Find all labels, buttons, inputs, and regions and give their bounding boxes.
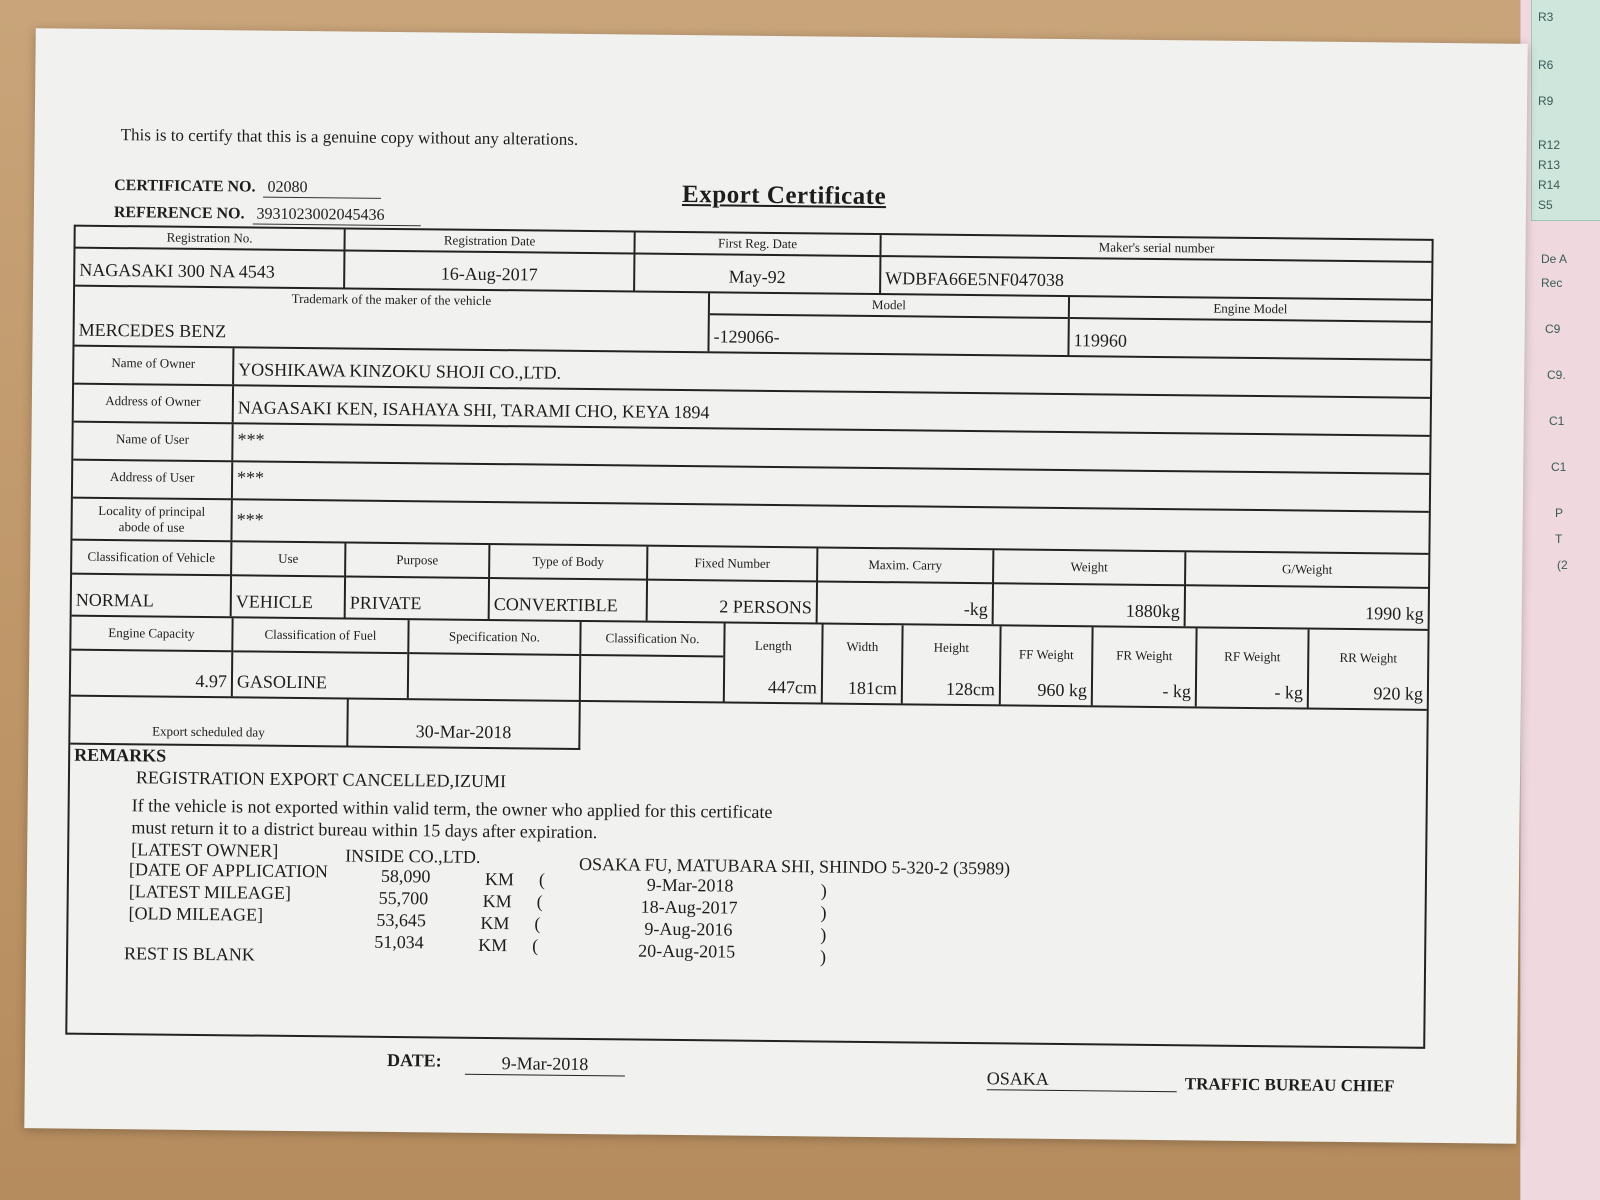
height: 128cm bbox=[945, 678, 996, 700]
use-label: Use bbox=[278, 550, 299, 566]
classification: NORMAL bbox=[75, 589, 154, 611]
side-label: De A bbox=[1541, 252, 1568, 266]
side-label: S5 bbox=[1538, 198, 1553, 212]
engine-capacity-label: Engine Capacity bbox=[108, 625, 195, 641]
mileage-km: 58,090 bbox=[380, 865, 431, 887]
engine-row bbox=[71, 617, 1428, 711]
side-label: C1 bbox=[1549, 414, 1565, 428]
user-address-label: Address of User bbox=[109, 469, 195, 485]
mileage-open: ( bbox=[536, 891, 543, 912]
registration-no-cell bbox=[75, 227, 346, 288]
locality: *** bbox=[236, 509, 264, 530]
classification-label: Classification of Vehicle bbox=[87, 548, 216, 566]
side-label: (2 bbox=[1557, 558, 1568, 572]
side-label: C9 bbox=[1545, 322, 1561, 336]
side-label: C9. bbox=[1547, 368, 1566, 382]
user-name-label: Name of User bbox=[115, 431, 190, 447]
classification-no-cell bbox=[581, 622, 726, 702]
certificate-number-line bbox=[114, 177, 382, 199]
specification-cell bbox=[409, 620, 582, 700]
registration-date: 16-Aug-2017 bbox=[440, 263, 538, 285]
mileage-km: 53,645 bbox=[376, 909, 427, 931]
footer-date-label: DATE: bbox=[386, 1049, 442, 1071]
side-label: R14 bbox=[1538, 178, 1561, 192]
export-date-row bbox=[70, 697, 580, 750]
certificate-form bbox=[65, 225, 1433, 1049]
length: 447cm bbox=[767, 676, 818, 698]
footer-date-field bbox=[465, 1053, 625, 1077]
mileage-date: 9-Mar-2018 bbox=[646, 874, 734, 896]
rf-weight-cell bbox=[1197, 628, 1310, 707]
remarks-title: REMARKS bbox=[74, 744, 167, 766]
footer-chief: TRAFFIC BUREAU CHIEF bbox=[1184, 1074, 1395, 1096]
mileage-close: ) bbox=[820, 946, 827, 967]
registration-date-cell bbox=[345, 229, 636, 290]
side-label: Rec bbox=[1541, 276, 1563, 290]
mileage-close: ) bbox=[820, 924, 827, 945]
rf-weight-label: RF Weight bbox=[1224, 648, 1281, 665]
side-label: T bbox=[1555, 532, 1563, 546]
mileage-unit: KM bbox=[482, 890, 512, 912]
trademark-cell bbox=[74, 287, 710, 352]
engine-capacity: 4.97 bbox=[195, 670, 228, 692]
serial-number-cell bbox=[881, 235, 1432, 299]
classification-row bbox=[72, 541, 1429, 631]
fixed-number-label: Fixed Number bbox=[694, 555, 771, 571]
weight-label: Weight bbox=[1070, 559, 1108, 575]
certificate-number-label: CERTIFICATE NO. bbox=[114, 177, 256, 196]
model-cell bbox=[709, 293, 1070, 355]
side-label: R12 bbox=[1538, 138, 1561, 152]
rr-weight-cell bbox=[1309, 630, 1428, 709]
user-name: *** bbox=[237, 429, 265, 450]
trademark-label: Trademark of the maker of the vehicle bbox=[291, 290, 492, 309]
locality-label-cell bbox=[72, 499, 232, 541]
height-label: Height bbox=[933, 639, 970, 656]
fr-weight: - kg bbox=[1162, 681, 1192, 702]
user-name-label-cell bbox=[73, 423, 233, 461]
mileage-date: 20-Aug-2015 bbox=[638, 940, 736, 962]
ff-weight-cell bbox=[1001, 626, 1094, 705]
owner-address: NAGASAKI KEN, ISAHAYA SHI, TARAMI CHO, KEYA 1894 bbox=[237, 397, 710, 423]
certificate-paper bbox=[24, 28, 1527, 1144]
locality-label bbox=[72, 503, 230, 537]
rest-is-blank: REST IS BLANK bbox=[124, 943, 255, 965]
classification-no bbox=[581, 696, 723, 697]
side-label: R6 bbox=[1538, 58, 1554, 72]
footer-office: OSAKA bbox=[987, 1068, 1177, 1092]
mileage-open: ( bbox=[538, 869, 546, 890]
model: -129066- bbox=[713, 326, 780, 348]
fr-weight-cell bbox=[1093, 627, 1198, 706]
width-cell bbox=[823, 625, 904, 704]
mileage-unit: KM bbox=[484, 868, 515, 890]
latest-owner-name: INSIDE CO.,LTD. bbox=[345, 845, 481, 867]
side-label: R3 bbox=[1538, 10, 1554, 24]
ff-weight: 960 kg bbox=[1037, 679, 1088, 701]
side-label: R9 bbox=[1538, 94, 1554, 108]
rf-weight: - kg bbox=[1274, 682, 1304, 703]
background-pink-sheet bbox=[1520, 0, 1600, 1200]
first-reg-date-label: First Reg. Date bbox=[717, 235, 798, 252]
export-date-label-cell bbox=[70, 697, 348, 746]
trademark: MERCEDES BENZ bbox=[78, 319, 227, 342]
owner-address-label-cell bbox=[74, 385, 234, 423]
serial-number-label: Maker's serial number bbox=[1098, 239, 1215, 256]
latest-mileage-label: [LATEST MILEAGE] bbox=[128, 881, 292, 903]
classification-cell bbox=[72, 541, 233, 617]
export-date-cell bbox=[348, 700, 578, 748]
user-address-label-cell bbox=[73, 461, 233, 499]
max-carry-label: Maxim. Carry bbox=[868, 556, 943, 573]
mileage-date: 18-Aug-2017 bbox=[640, 896, 738, 918]
fuel-cell bbox=[233, 618, 410, 698]
latest-owner-label: [LATEST OWNER] bbox=[131, 839, 279, 861]
export-date-label: Export scheduled day bbox=[152, 723, 265, 740]
fixed-number-cell bbox=[648, 547, 819, 623]
specification-label: Specification No. bbox=[448, 628, 541, 645]
locality-label-line1: Locality of principal bbox=[98, 502, 206, 520]
fr-weight-label: FR Weight bbox=[1116, 647, 1173, 664]
mileage-close: ) bbox=[820, 902, 827, 923]
first-reg-date-cell bbox=[635, 233, 882, 294]
width-label: Width bbox=[846, 638, 879, 655]
body-type: CONVERTIBLE bbox=[493, 594, 618, 616]
gross-weight: 1990 kg bbox=[1365, 603, 1424, 624]
engine-model: 119960 bbox=[1073, 330, 1128, 351]
width: 181cm bbox=[847, 677, 898, 699]
use-cell bbox=[232, 542, 347, 617]
mileage-open: ( bbox=[534, 913, 541, 934]
registration-date-label: Registration Date bbox=[443, 232, 536, 249]
mileage-km: 51,034 bbox=[374, 931, 424, 953]
gross-weight-cell bbox=[1186, 552, 1429, 629]
fuel: GASOLINE bbox=[236, 671, 328, 693]
max-carry-cell bbox=[818, 548, 995, 624]
document-title: Export Certificate bbox=[681, 180, 887, 211]
weight-cell bbox=[994, 550, 1187, 626]
rr-weight: 920 kg bbox=[1373, 683, 1424, 704]
mileage-km: 55,700 bbox=[378, 887, 429, 909]
owner-name-label-cell bbox=[74, 347, 234, 385]
remarks-notice-line2: must return it to a district bureau within 15 days after expiration. bbox=[131, 817, 598, 843]
certify-statement: This is to certify that this is a genuine copy without any alterations. bbox=[120, 125, 579, 149]
mileage-unit: KM bbox=[478, 934, 508, 956]
body-type-cell bbox=[490, 545, 649, 621]
background-green-strip bbox=[1531, 0, 1600, 221]
first-reg-date: May-92 bbox=[728, 266, 786, 288]
serial-number: WDBFA66E5NF047038 bbox=[885, 268, 1065, 290]
reference-number-label: REFERENCE NO. bbox=[113, 204, 245, 223]
weight: 1880kg bbox=[1125, 600, 1180, 622]
body-type-label: Type of Body bbox=[532, 553, 604, 570]
date-of-application-label: [DATE OF APPLICATION bbox=[128, 859, 329, 882]
remarks-notice-line1: If the vehicle is not exported within valid term, the owner who applied for this certificate bbox=[131, 795, 773, 822]
fuel-label: Classification of Fuel bbox=[264, 626, 377, 643]
latest-owner-address: OSAKA FU, MATUBARA SHI, SHINDO 5-320-2 (35989) bbox=[578, 853, 1011, 879]
classification-no-label: Classification No. bbox=[605, 630, 700, 647]
old-mileage-label: [OLD MILEAGE] bbox=[128, 903, 264, 925]
owner-name-label: Name of Owner bbox=[111, 355, 196, 371]
specification-no bbox=[409, 694, 579, 696]
owner-name: YOSHIKAWA KINZOKU SHOJI CO.,LTD. bbox=[238, 359, 562, 383]
reference-number-line bbox=[114, 204, 421, 226]
remarks-cancelled: REGISTRATION EXPORT CANCELLED,IZUMI bbox=[135, 767, 507, 792]
engine-model-cell bbox=[1069, 297, 1431, 359]
engine-model-label: Engine Model bbox=[1213, 300, 1288, 317]
purpose: PRIVATE bbox=[349, 592, 422, 614]
engine-capacity-cell bbox=[71, 617, 234, 697]
mileage-date: 9-Aug-2016 bbox=[644, 918, 733, 940]
owner-address-label: Address of Owner bbox=[105, 392, 201, 409]
registration-no-label: Registration No. bbox=[166, 229, 253, 246]
length-cell bbox=[725, 623, 824, 702]
registration-no: NAGASAKI 300 NA 4543 bbox=[79, 259, 275, 282]
export-date: 30-Mar-2018 bbox=[415, 721, 512, 743]
user-address: *** bbox=[237, 467, 265, 488]
purpose-cell bbox=[346, 543, 491, 619]
reference-number: 3931023002045436 bbox=[252, 205, 420, 226]
fixed-number: 2 PERSONS bbox=[719, 596, 812, 618]
remarks-section bbox=[67, 745, 1426, 1047]
mileage-close: ) bbox=[820, 880, 827, 901]
footer-date: 9-Mar-2018 bbox=[465, 1053, 625, 1077]
rr-weight-label: RR Weight bbox=[1339, 649, 1398, 666]
locality-label-line2: abode of use bbox=[118, 519, 185, 535]
max-carry: -kg bbox=[963, 598, 988, 620]
height-cell bbox=[903, 625, 1002, 704]
side-label: R13 bbox=[1538, 158, 1561, 172]
use: VEHICLE bbox=[235, 591, 313, 613]
length-label: Length bbox=[754, 637, 792, 654]
side-label: C1 bbox=[1551, 460, 1567, 474]
ff-weight-label: FF Weight bbox=[1018, 646, 1074, 663]
purpose-label: Purpose bbox=[396, 552, 439, 568]
side-label: P bbox=[1555, 506, 1564, 520]
footer-office-field bbox=[987, 1068, 1177, 1092]
certificate-number: 02080 bbox=[263, 179, 381, 199]
mileage-open: ( bbox=[532, 935, 539, 956]
gross-weight-label: G/Weight bbox=[1282, 561, 1333, 577]
model-label: Model bbox=[871, 296, 906, 313]
mileage-unit: KM bbox=[480, 912, 510, 934]
